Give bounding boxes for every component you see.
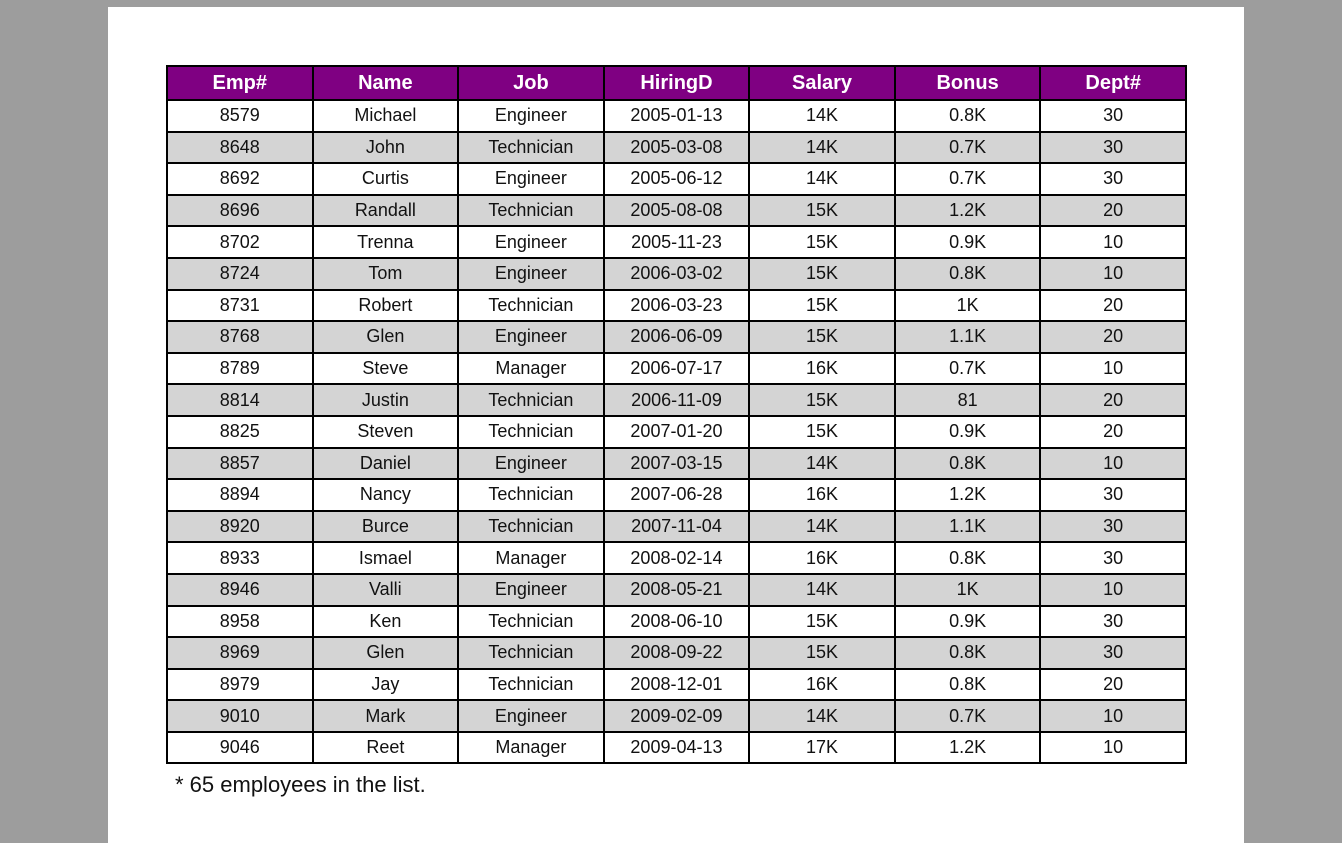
table-cell: 14K	[749, 100, 895, 132]
table-cell: 0.8K	[895, 637, 1041, 669]
table-cell: 16K	[749, 353, 895, 385]
table-cell: 0.8K	[895, 258, 1041, 290]
table-cell: 8648	[167, 132, 313, 164]
table-cell: Mark	[313, 700, 459, 732]
table-cell: Tom	[313, 258, 459, 290]
table-cell: Valli	[313, 574, 459, 606]
table-body	[167, 100, 1186, 763]
table-cell: 14K	[749, 511, 895, 543]
table-row	[167, 700, 1186, 732]
table-cell: Engineer	[458, 226, 604, 258]
table-cell: 10	[1040, 448, 1186, 480]
table-cell: John	[313, 132, 459, 164]
table-cell: Randall	[313, 195, 459, 227]
table-cell: 2007-01-20	[604, 416, 750, 448]
table-cell: Curtis	[313, 163, 459, 195]
table-cell: 2005-08-08	[604, 195, 750, 227]
table-cell: Engineer	[458, 163, 604, 195]
table-cell: 8894	[167, 479, 313, 511]
table-cell: 10	[1040, 258, 1186, 290]
table-cell: Engineer	[458, 258, 604, 290]
table-cell: 15K	[749, 226, 895, 258]
table-cell: 15K	[749, 290, 895, 322]
table-cell: 0.8K	[895, 100, 1041, 132]
table-cell: 8696	[167, 195, 313, 227]
table-cell: 10	[1040, 226, 1186, 258]
table-cell: 0.7K	[895, 700, 1041, 732]
table-cell: 17K	[749, 732, 895, 764]
table-cell: 16K	[749, 542, 895, 574]
table-cell: 10	[1040, 732, 1186, 764]
table-cell: Burce	[313, 511, 459, 543]
table-cell: 2005-03-08	[604, 132, 750, 164]
table-cell: 8789	[167, 353, 313, 385]
table-cell: 20	[1040, 290, 1186, 322]
document-page	[108, 7, 1244, 843]
table-cell: 10	[1040, 353, 1186, 385]
table-row	[167, 669, 1186, 701]
table-cell: Jay	[313, 669, 459, 701]
table-cell: 8857	[167, 448, 313, 480]
table-cell: Technician	[458, 669, 604, 701]
table-cell: 8920	[167, 511, 313, 543]
table-cell: 15K	[749, 416, 895, 448]
table-cell: Glen	[313, 321, 459, 353]
table-row	[167, 353, 1186, 385]
table-cell: Steve	[313, 353, 459, 385]
column-header: HiringD	[604, 66, 750, 100]
table-cell: 2009-02-09	[604, 700, 750, 732]
footnote: * 65 employees in the list.	[175, 772, 426, 797]
column-header: Job	[458, 66, 604, 100]
table-cell: 2008-12-01	[604, 669, 750, 701]
table-cell: 30	[1040, 132, 1186, 164]
table-cell: 20	[1040, 384, 1186, 416]
table-row	[167, 132, 1186, 164]
table-cell: 8958	[167, 606, 313, 638]
table-cell: Engineer	[458, 700, 604, 732]
table-row	[167, 321, 1186, 353]
column-header: Emp#	[167, 66, 313, 100]
table-cell: Ken	[313, 606, 459, 638]
table-cell: 81	[895, 384, 1041, 416]
table-cell: Technician	[458, 479, 604, 511]
table-cell: 14K	[749, 574, 895, 606]
table-row	[167, 195, 1186, 227]
table-cell: 30	[1040, 511, 1186, 543]
table-row	[167, 606, 1186, 638]
table-cell: Manager	[458, 542, 604, 574]
table-cell: Reet	[313, 732, 459, 764]
table-cell: 15K	[749, 637, 895, 669]
table-cell: 9046	[167, 732, 313, 764]
table-cell: Trenna	[313, 226, 459, 258]
table-cell: 15K	[749, 195, 895, 227]
table-cell: Steven	[313, 416, 459, 448]
table-row	[167, 511, 1186, 543]
table-cell: 15K	[749, 258, 895, 290]
table-cell: 1.1K	[895, 321, 1041, 353]
table-cell: Robert	[313, 290, 459, 322]
table-cell: Technician	[458, 416, 604, 448]
table-cell: 2006-11-09	[604, 384, 750, 416]
table-cell: 14K	[749, 700, 895, 732]
table-cell: 0.9K	[895, 606, 1041, 638]
table-cell: 2006-07-17	[604, 353, 750, 385]
table-row	[167, 384, 1186, 416]
table-cell: 2007-11-04	[604, 511, 750, 543]
table-cell: 2005-11-23	[604, 226, 750, 258]
table-cell: 8979	[167, 669, 313, 701]
table-cell: 0.9K	[895, 226, 1041, 258]
column-header: Salary	[749, 66, 895, 100]
table-row	[167, 226, 1186, 258]
table-cell: Glen	[313, 637, 459, 669]
table-cell: 10	[1040, 574, 1186, 606]
table-cell: 2005-06-12	[604, 163, 750, 195]
table-cell: 20	[1040, 321, 1186, 353]
table-cell: 30	[1040, 542, 1186, 574]
column-header: Dept#	[1040, 66, 1186, 100]
table-cell: 30	[1040, 606, 1186, 638]
table-cell: 30	[1040, 637, 1186, 669]
table-cell: 8933	[167, 542, 313, 574]
table-cell: 0.8K	[895, 669, 1041, 701]
table-row	[167, 416, 1186, 448]
table-cell: 2008-09-22	[604, 637, 750, 669]
table-cell: 0.7K	[895, 353, 1041, 385]
table-cell: Technician	[458, 384, 604, 416]
table-row	[167, 448, 1186, 480]
table-cell: 1.1K	[895, 511, 1041, 543]
table-cell: Engineer	[458, 448, 604, 480]
table-cell: Manager	[458, 732, 604, 764]
table-row	[167, 542, 1186, 574]
table-cell: Technician	[458, 290, 604, 322]
table-cell: 30	[1040, 163, 1186, 195]
table-cell: 2006-06-09	[604, 321, 750, 353]
table-cell: 0.8K	[895, 542, 1041, 574]
table-cell: 30	[1040, 479, 1186, 511]
column-header: Bonus	[895, 66, 1041, 100]
table-cell: Technician	[458, 637, 604, 669]
table-header-row	[167, 66, 1186, 100]
table-cell: 20	[1040, 195, 1186, 227]
table-cell: 10	[1040, 700, 1186, 732]
table-cell: Daniel	[313, 448, 459, 480]
table-cell: 14K	[749, 132, 895, 164]
table-cell: 1.2K	[895, 479, 1041, 511]
table-cell: 15K	[749, 321, 895, 353]
table-cell: 1K	[895, 574, 1041, 606]
table-cell: 14K	[749, 448, 895, 480]
table-cell: 8702	[167, 226, 313, 258]
table-row	[167, 163, 1186, 195]
table-cell: Justin	[313, 384, 459, 416]
table-cell: 2008-02-14	[604, 542, 750, 574]
table-cell: Technician	[458, 606, 604, 638]
table-cell: 2007-03-15	[604, 448, 750, 480]
table-cell: 8946	[167, 574, 313, 606]
table-cell: 16K	[749, 479, 895, 511]
table-cell: 1.2K	[895, 195, 1041, 227]
table-cell: 2008-05-21	[604, 574, 750, 606]
table-cell: 9010	[167, 700, 313, 732]
table-cell: Technician	[458, 511, 604, 543]
table-row	[167, 479, 1186, 511]
table-cell: 8692	[167, 163, 313, 195]
table-cell: 14K	[749, 163, 895, 195]
table-cell: Nancy	[313, 479, 459, 511]
table-cell: Technician	[458, 195, 604, 227]
table-cell: 0.7K	[895, 163, 1041, 195]
table-cell: 2008-06-10	[604, 606, 750, 638]
column-header: Name	[313, 66, 459, 100]
table-row	[167, 637, 1186, 669]
table-row	[167, 100, 1186, 132]
table-cell: 30	[1040, 100, 1186, 132]
table-cell: 15K	[749, 384, 895, 416]
table-cell: Michael	[313, 100, 459, 132]
table-cell: 8579	[167, 100, 313, 132]
employee-table	[166, 65, 1187, 764]
table-cell: 2006-03-23	[604, 290, 750, 322]
table-cell: 8814	[167, 384, 313, 416]
table-cell: 2005-01-13	[604, 100, 750, 132]
table-cell: Engineer	[458, 574, 604, 606]
table-cell: 2006-03-02	[604, 258, 750, 290]
table-cell: 8724	[167, 258, 313, 290]
table-cell: 1K	[895, 290, 1041, 322]
table-cell: 0.8K	[895, 448, 1041, 480]
table-cell: Ismael	[313, 542, 459, 574]
table-cell: 8731	[167, 290, 313, 322]
table-cell: 1.2K	[895, 732, 1041, 764]
table-cell: 15K	[749, 606, 895, 638]
table-cell: 8969	[167, 637, 313, 669]
table-cell: 2007-06-28	[604, 479, 750, 511]
table-row	[167, 258, 1186, 290]
table-cell: 8768	[167, 321, 313, 353]
table-cell: Manager	[458, 353, 604, 385]
table-cell: 2009-04-13	[604, 732, 750, 764]
table-cell: 20	[1040, 669, 1186, 701]
table-cell: Engineer	[458, 321, 604, 353]
table-row	[167, 290, 1186, 322]
table-cell: 0.9K	[895, 416, 1041, 448]
table-cell: 0.7K	[895, 132, 1041, 164]
table-row	[167, 732, 1186, 764]
table-cell: 20	[1040, 416, 1186, 448]
table-row	[167, 574, 1186, 606]
table-cell: 16K	[749, 669, 895, 701]
table-cell: 8825	[167, 416, 313, 448]
table-cell: Engineer	[458, 100, 604, 132]
table-cell: Technician	[458, 132, 604, 164]
